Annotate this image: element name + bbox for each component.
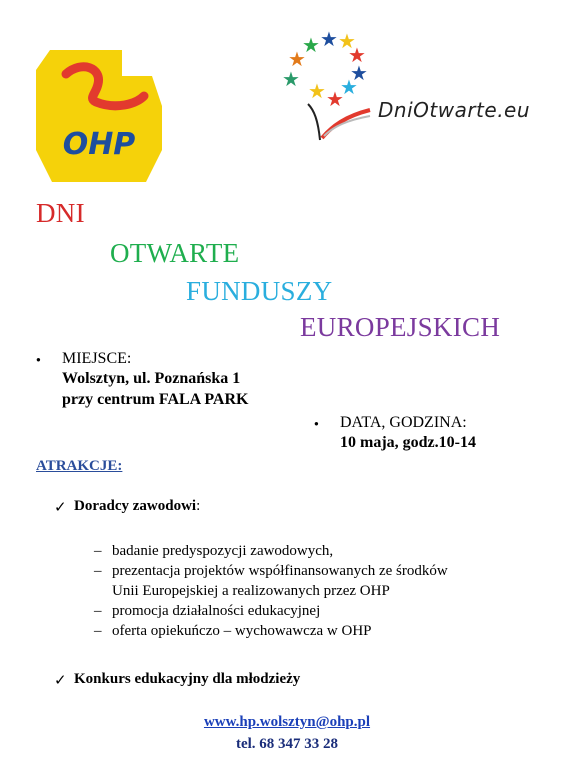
list-item: – promocja działalności edukacyjnej — [94, 601, 448, 621]
list-item: – prezentacja projektów współfinansowanych ze środków — [94, 561, 448, 581]
list-item: – oferta opiekuńczo – wychowawcza w OHP — [94, 621, 448, 641]
date-value: 10 maja, godz.10-14 — [340, 434, 476, 451]
title-line-funduszy: FUNDUSZY — [186, 276, 333, 306]
location-venue: przy centrum FALA PARK — [62, 391, 249, 408]
checkmark-icon: ✓ — [54, 500, 67, 516]
svg-text:★: ★ — [308, 79, 326, 103]
ohp-logo-text: OHP — [62, 127, 136, 162]
ohp-logo — [36, 50, 162, 182]
phone-number: tel. 68 347 33 28 — [235, 736, 339, 752]
dniotwarte-logo — [278, 30, 548, 142]
advisors-item — [54, 498, 201, 516]
svg-text:★: ★ — [340, 75, 358, 99]
title-line-otwarte: OTWARTE — [110, 238, 240, 268]
svg-text:★: ★ — [326, 87, 344, 111]
dniotwarte-logo-text: DniOtwarte.eu — [378, 98, 531, 122]
svg-text:★: ★ — [282, 67, 300, 91]
svg-text:★: ★ — [288, 47, 306, 71]
attractions-heading: ATRAKCJE: — [36, 458, 123, 474]
advisors-colon: : — [196, 498, 201, 514]
advisors-label: Doradcy zawodowi — [74, 498, 197, 514]
svg-text:★: ★ — [348, 43, 366, 67]
svg-text:★: ★ — [320, 30, 338, 51]
title-line-europejskich: EUROPEJSKICH — [300, 312, 501, 342]
svg-text:★: ★ — [338, 30, 356, 53]
date-block — [340, 414, 476, 453]
contest-item — [54, 671, 301, 689]
location-label: MIEJSCE: — [62, 350, 132, 367]
title-line-dni: DNI — [36, 198, 85, 228]
location-block — [62, 350, 248, 410]
svg-text:★: ★ — [302, 33, 320, 57]
checkmark-icon: ✓ — [54, 673, 67, 689]
list-item: – badanie predyspozycji zawodowych, — [94, 541, 448, 561]
location-address: Wolsztyn, ul. Poznańska 1 — [62, 370, 241, 387]
date-label: DATA, GODZINA: — [340, 414, 467, 431]
list-item-continuation: Unii Europejskiej a realizowanych przez OHP — [112, 583, 390, 599]
contest-label: Konkurs edukacyjny dla młodzieży — [74, 671, 301, 687]
email-link[interactable]: www.hp.wolsztyn@ohp.pl — [203, 714, 371, 730]
stars-graphic — [278, 30, 378, 142]
svg-text:★: ★ — [350, 61, 368, 85]
advisors-list — [94, 541, 448, 641]
